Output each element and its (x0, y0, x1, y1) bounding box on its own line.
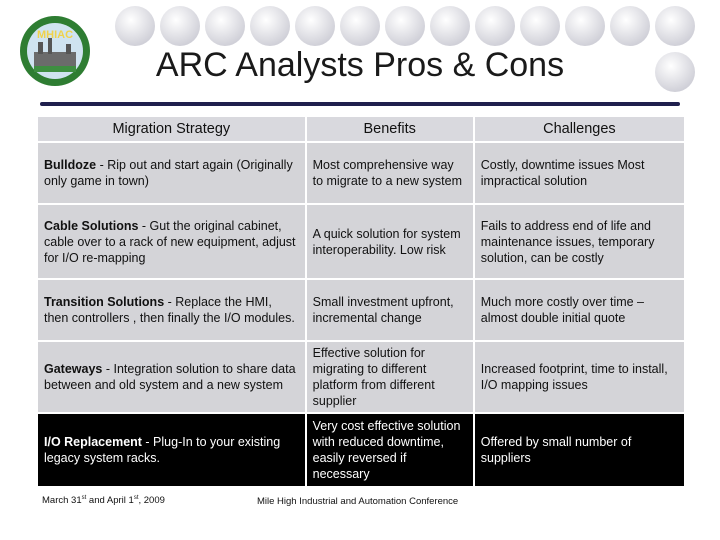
strategy-desc: - Replace the HMI, then controllers , then finally the I/O modules. (44, 295, 295, 325)
benefit-cell: A quick solution for system interoperability. Low risk (306, 204, 474, 279)
strategy-name: Cable Solutions (44, 218, 139, 233)
deco-circle (340, 6, 380, 46)
table-row (37, 279, 685, 341)
deco-circle (160, 6, 200, 46)
deco-circle (520, 6, 560, 46)
deco-circle (430, 6, 470, 46)
table-row (37, 341, 685, 413)
deco-circle (655, 6, 695, 46)
header-migration-strategy: Migration Strategy (37, 116, 306, 142)
strategy-name: Bulldoze (44, 158, 97, 172)
svg-text:MHIAC: MHIAC (36, 29, 74, 41)
deco-circle (610, 6, 650, 46)
benefit-cell: Most comprehensive way to migrate to a new system (306, 142, 474, 204)
challenge-cell: Offered by small number of suppliers (474, 413, 685, 487)
deco-circle (250, 6, 290, 46)
strategy-name: Transition Solutions (44, 295, 165, 309)
table-row (37, 204, 685, 279)
benefit-cell: Very cost effective solution with reduced downtime, easily reversed if necessary (306, 413, 474, 487)
deco-circle (565, 6, 605, 46)
footer-conference: Mile High Industrial and Automation Conference (257, 496, 459, 507)
title-underline (40, 102, 680, 106)
header-benefits: Benefits (306, 116, 474, 142)
deco-circle (115, 6, 155, 46)
table-row (37, 142, 685, 204)
strategy-desc: - Integration solution to share data between and old system and a new system (44, 362, 296, 392)
challenge-cell: Fails to address end of life and maintenance issues, temporary solution, can be costly (474, 204, 685, 279)
challenge-cell: Much more costly over time – almost double initial quote (474, 279, 685, 341)
strategy-desc: - Gut the original cabinet, cable over to a rack of new equipment, adjust for I/O re-mapping (44, 218, 296, 265)
footer-date: March 31st and April 1st, 2009 (42, 495, 165, 507)
strategy-name: I/O Replacement (44, 435, 142, 449)
strategy-desc: - Rip out and start again (Originally only game in town) (44, 158, 293, 188)
deco-circle (475, 6, 515, 46)
strategy-cell (37, 279, 306, 341)
strategy-desc: - Plug-In to your existing legacy system racks. (44, 435, 281, 465)
benefit-cell: Small investment upfront, incremental change (306, 279, 474, 341)
slide-title: ARC Analysts Pros & Cons (155, 46, 565, 84)
header-challenges: Challenges (474, 116, 685, 142)
deco-circle (295, 6, 335, 46)
deco-circle (385, 6, 425, 46)
strategy-cell (37, 341, 306, 413)
pros-cons-table (36, 115, 686, 488)
strategy-cell (37, 413, 306, 487)
strategy-name: Gateways (44, 362, 103, 376)
header-row (37, 116, 685, 142)
strategy-cell (37, 204, 306, 279)
deco-circle (205, 6, 245, 46)
table-row-highlighted (37, 413, 685, 487)
challenge-cell: Increased footprint, time to install, I/O mapping issues (474, 341, 685, 413)
strategy-cell (37, 142, 306, 204)
challenge-cell: Costly, downtime issues Most impractical solution (474, 142, 685, 204)
benefit-cell: Effective solution for migrating to different platform from different supplier (306, 341, 474, 413)
